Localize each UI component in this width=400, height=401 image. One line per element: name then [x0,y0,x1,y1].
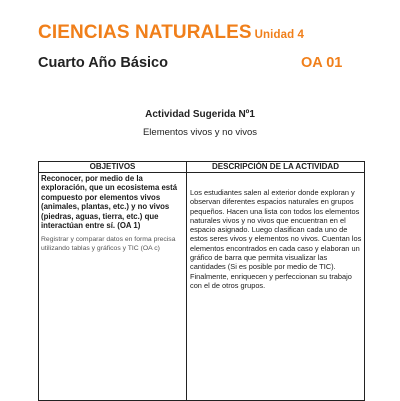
objective-sub-text: Registrar y comparar datos en forma precisa utilizando tablas y gráficos y TIC (OA c) [41,236,176,252]
activity-title: Actividad Sugerida Nº1 [145,109,255,120]
activity-table [38,161,365,401]
objectives-cell [39,173,187,401]
table-header-row [39,162,365,173]
table-row [39,173,365,401]
subject-title [38,22,304,44]
oa-code: OA 01 [301,55,343,71]
objective-main-text: Reconocer, por medio de la exploración, que un ecosistema está compuesto por elementos vivos (animales, plantas, etc.) y no vivos (piedras, aguas, tierra, etc.) que interactúan entre sí. (OA 1) [41,174,178,231]
description-text: Los estudiantes salen al exterior donde exploran y observan diferentes espacios naturales en grupos pequeños. Hacen una lista con todos los elementos naturales vivos y no vivos que encuentran en el espacio asignado. Luego clasifican cada uno de estos seres vivos y elementos no vivos. Cuentan los elementos encontrados en cada caso y elaboran un gráfico de barra que permita visualizar las cantidades (Si es posible por medio de TIC). Finalmente, enriquecen y perfeccionan su trabajo con el de otros grupos. [190,188,362,290]
unit-label: Unidad 4 [254,29,304,41]
subject-name: CIENCIAS NATURALES [38,22,252,43]
description-cell [187,173,365,401]
grade-label: Cuarto Año Básico [38,55,168,71]
description-header: DESCRIPCIÓN DE LA ACTIVIDAD [187,162,365,173]
objectives-header: OBJETIVOS [39,162,187,173]
activity-subtitle: Elementos vivos y no vivos [142,127,258,138]
